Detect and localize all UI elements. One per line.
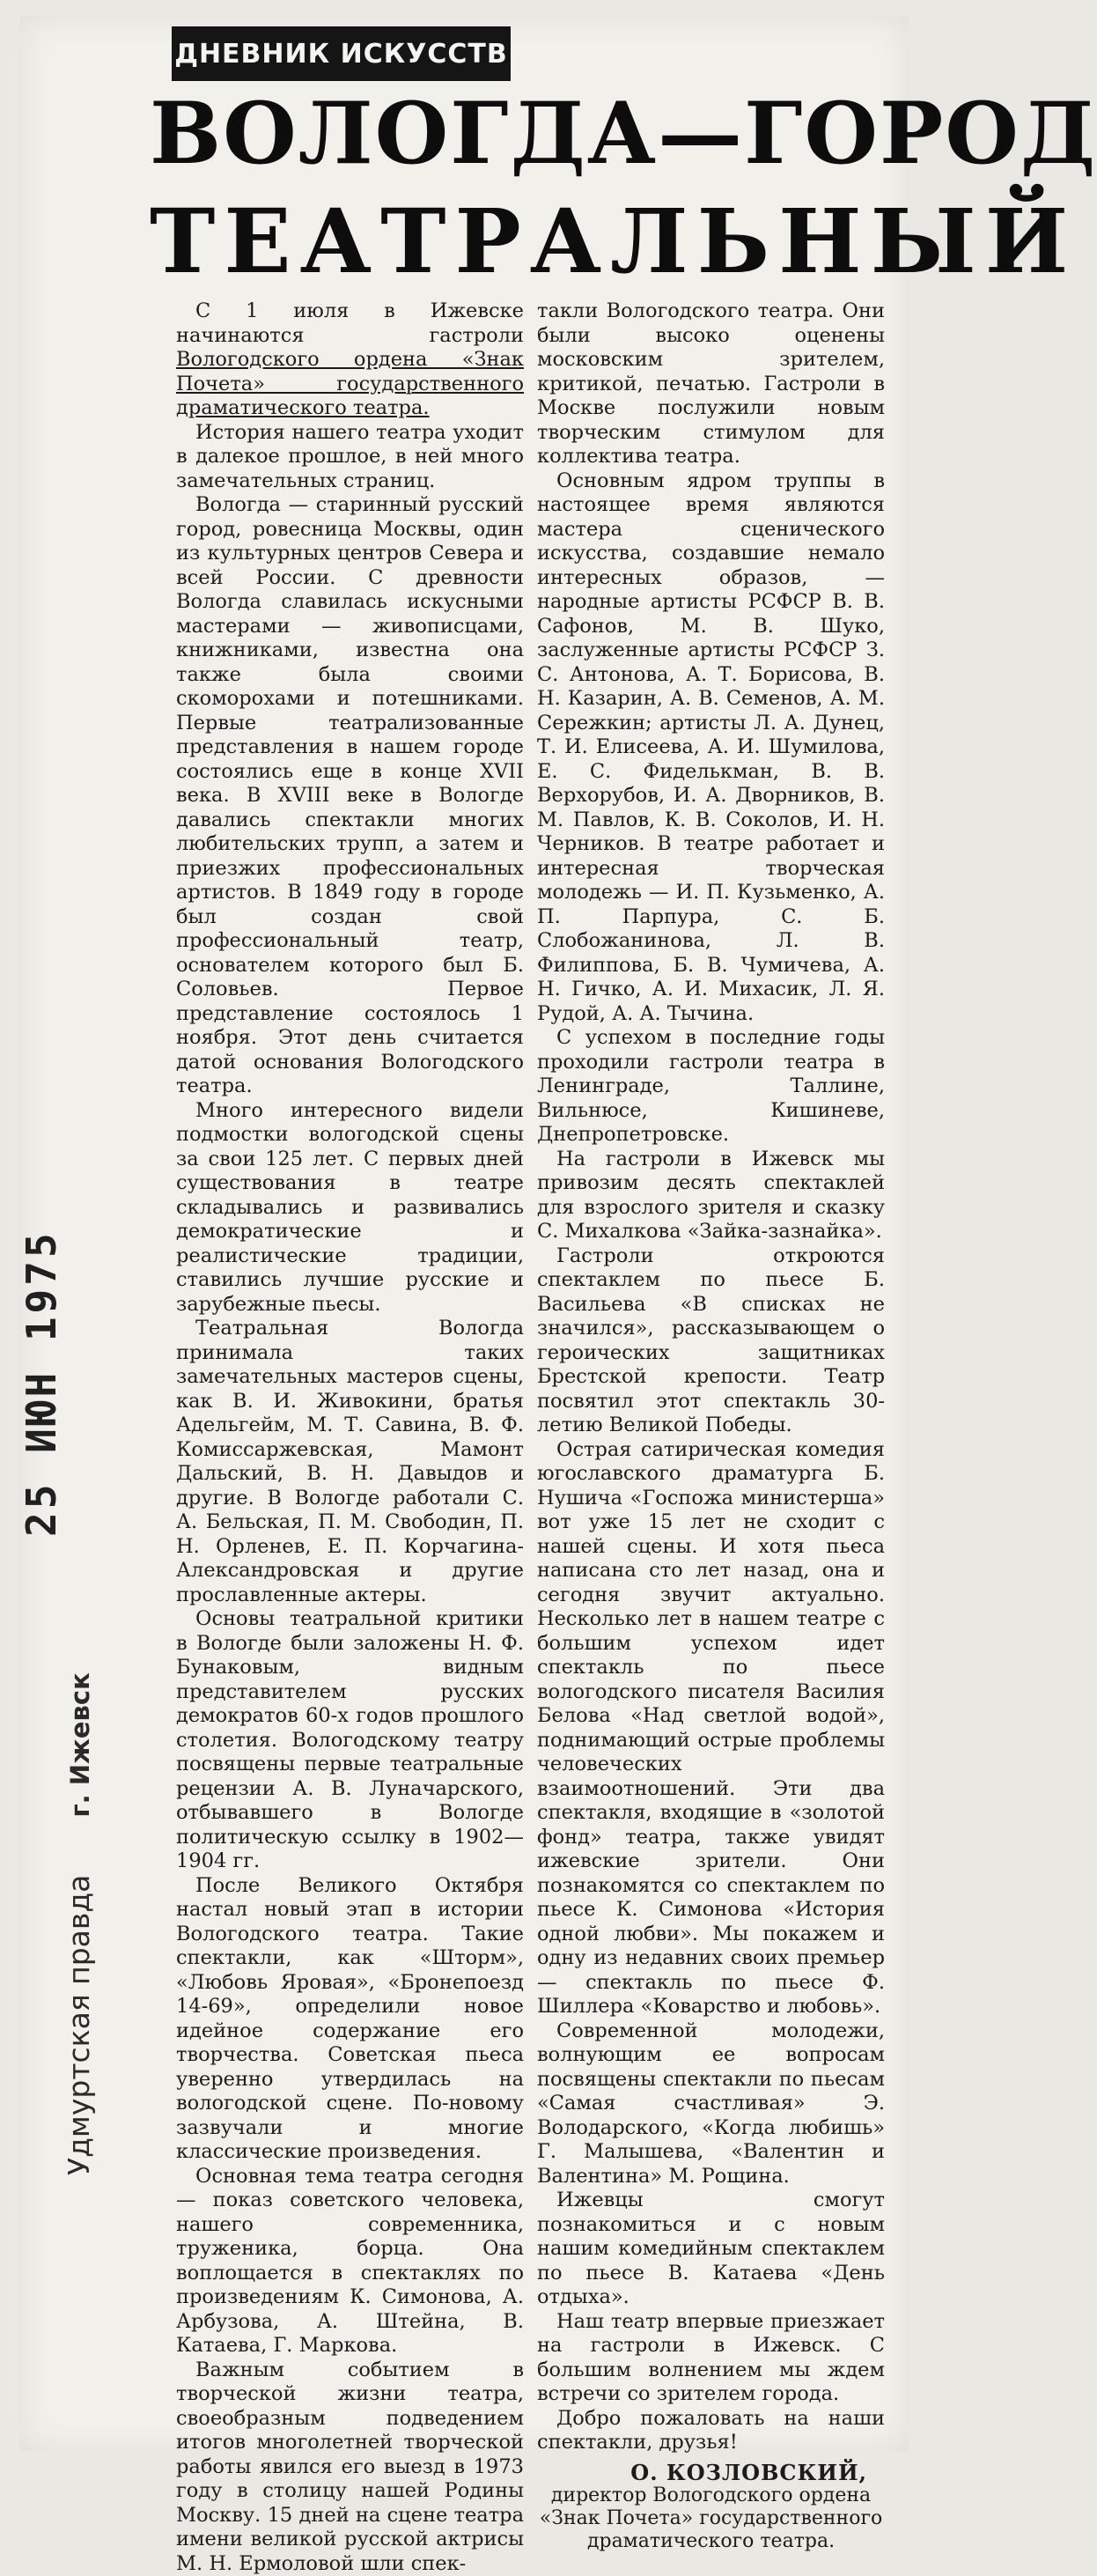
newspaper-name: Удмуртская правда [62, 1875, 96, 2175]
intro-paragraph [176, 299, 524, 421]
newspaper-city: г. Ижевск [65, 1672, 95, 1817]
paragraph: История нашего театра уходит в далекое прошлое, в ней много замечательных страниц. [176, 421, 524, 494]
author-name: О. КОЗЛОВСКИЙ, [537, 2461, 867, 2485]
paragraph: Современной молодежи, волнующим ее вопросам посвящены спектакли по пьесам «Самая счастливая» Э. Володарского, «Когда любишь» Г. Малышева, «Валентин и Валентина» М. Рощина. [537, 2019, 885, 2189]
paragraph: Вологда — старинный русский город, ровесница Москвы, один из культурных центров Севера и всей России. С древности Вологда славилась искусными мастерами — живописцами, книжниками, известна она также была своими скоморохами и потешниками. Первые театрализованные представления в нашем городе состоялись еще в конце XVII века. В XVIII веке в Вологде давались спектакли многих любительских трупп, а затем и приезжих профессиональных артистов. В 1849 году в городе был создан свой профессиональный театр, основателем которого был Б. Соловьев. Первое представление состоялось 1 ноября. Этот день считается датой основания Вологодского театра. [176, 493, 524, 1099]
headline-line-1: ВОЛОГДА—ГОРОД [150, 84, 889, 183]
paragraph: Основная тема театра сегодня — показ советского человека, нашего современника, труженика, борца. Она воплощается в спектаклях по произведениям К. Симонова, А. Арбузова, А. Штейна, В. Катаева, Г. Маркова. [176, 2165, 524, 2358]
paragraph: Ижевцы смогут познакомиться и с новым нашим комедийным спектаклем по пьесе В. Катаева «День отдыха». [537, 2188, 885, 2310]
author-role: директор Вологодского ордена «Знак Почета» государственного драматического театра. [537, 2484, 885, 2553]
paragraph: Добро пожаловать на наши спектакли, друзья! [537, 2407, 885, 2455]
newspaper-stamp [62, 1672, 96, 2175]
continued-paragraph: такли Вологодского театра. Они были высоко оценены московским зрителем, критикой, печатью. Гастроли в Москве послужили новым творческим стимулом для коллектива театра. [537, 299, 885, 469]
paragraph: Основы театральной критики в Вологде были заложены Н. Ф. Бунаковым, видным представителем русских демократов 60-х годов прошлого столетия. Вологодскому театру посвящены первые театральные рецензии А. В. Луначарского, отбывавшего в Вологде политическую ссылку в 1902—1904 гг. [176, 1607, 524, 1874]
paragraph: Острая сатирическая комедия югославского драматурга Б. Нушича «Госпожа министерша» вот уже 15 лет не сходит с нашей сцены. И хотя пьеса написана сто лет назад, она и сегодня звучит актуально. Несколько лет в нашем театре с большим успехом идет спектакль по пьесе вологодского писателя Василия Белова «Над светлой водой», поднимающий острые проблемы человеческих взаимоотношений. Эти два спектакля, входящие в «золотой фонд» театра, также увидят ижевские зрители. Они познакомятся со спектаклем по пьесе К. Симонова «История одной любви». Мы покажем и одну из недавних своих премьер — спектакль по пьесе Ф. Шиллера «Коварство и любовь». [537, 1438, 885, 2019]
section-rubric: ДНЕВНИК ИСКУССТВ [172, 26, 511, 81]
article-column-1 [176, 299, 524, 2576]
theatre-name-underlined: Вологодского ордена «Знак Почета» государственного драматического театра. [176, 348, 524, 419]
paragraph: На гастроли в Ижевск мы привозим десять спектаклей для взрослого зрителя и сказку С. Михалкова «Зайка-зазнайка». [537, 1148, 885, 1244]
paragraph: Гастроли откроются спектаклем по пьесе Б. Васильева «В списках не значился», рассказывающем о героических защитниках Брестской крепости. Театр посвятил этот спектакль 30-летию Великой Победы. [537, 1244, 885, 1438]
paragraph: Много интересного видели подмостки вологодской сцены за свои 125 лет. С первых дней существования в театре складывались и развивались демократические и реалистические традиции, ставились лучшие русские и зарубежные пьесы. [176, 1099, 524, 1318]
paragraph: Основным ядром труппы в настоящее время являются мастера сценического искусства, создавшие немало интересных образов, — народные артисты РСФСР В. В. Сафонов, М. В. Шуко, заслуженные артисты РСФСР З. С. Антонова, А. Т. Борисова, В. Н. Казарин, А. В. Семенов, А. М. Сережкин; артисты Л. А. Дунец, Т. И. Елисеева, А. И. Шумилова, Е. С. Фиделькман, В. В. Верхорубов, И. А. Дворников, В. М. Павлов, К. В. Соколов, И. Н. Черников. В театре работает и интересная творческая молодежь — И. П. Кузьменко, А. П. Парпура, С. Б. Слобожанинова, Л. В. Филиппова, Б. В. Чумичева, А. Н. Гичко, А. И. Михасик, Л. Я. Рудой, А. А. Тычина. [537, 469, 885, 1027]
paragraph: С успехом в последние годы проходили гастроли театра в Ленинграде, Таллине, Вильнюсе, Кишиневе, Днепропетровске. [537, 1026, 885, 1148]
paragraph: Театральная Вологда принимала таких замечательных мастеров сцены, как В. И. Живокини, братья Адельгейм, М. Т. Савина, В. Ф. Комиссаржевская, Мамонт Дальский, В. Н. Давыдов и другие. В Вологде работали С. А. Бельская, П. М. Свободин, П. Н. Орленев, Е. П. Корчагина-Александровская и другие прославленные актеры. [176, 1317, 524, 1607]
headline-line-2: ТЕАТРАЛЬНЫЙ [150, 189, 889, 293]
paragraph: После Великого Октября настал новый этап в истории Вологодского театра. Такие спектакли, как «Шторм», «Любовь Яровая», «Бронепоезд 14-69», определили новое идейное содержание его творчества. Советская пьеса уверенно утвердилась на вологодской сцене. По-новому зазвучали и многие классические произведения. [176, 1874, 524, 2165]
paragraph: Наш театр впервые приезжает на гастроли в Ижевск. С большим волнением мы ждем встречи со зрителем города. [537, 2310, 885, 2407]
intro-text: С 1 июля в Ижевске начинаются гастроли [176, 299, 524, 347]
date-stamp: 25 ИЮН 1975 [18, 1229, 65, 1537]
article-column-2 [537, 299, 885, 2553]
paragraph: Важным событием в творческой жизни театра, своеобразным подведением итогов многолетней творческой работы явился его выезд в 1973 году в столицу нашей Родины Москву. 15 дней на сцене театра имени великой русской актрисы М. Н. Ермоловой шли спек- [176, 2358, 524, 2576]
author-signature [537, 2461, 885, 2554]
